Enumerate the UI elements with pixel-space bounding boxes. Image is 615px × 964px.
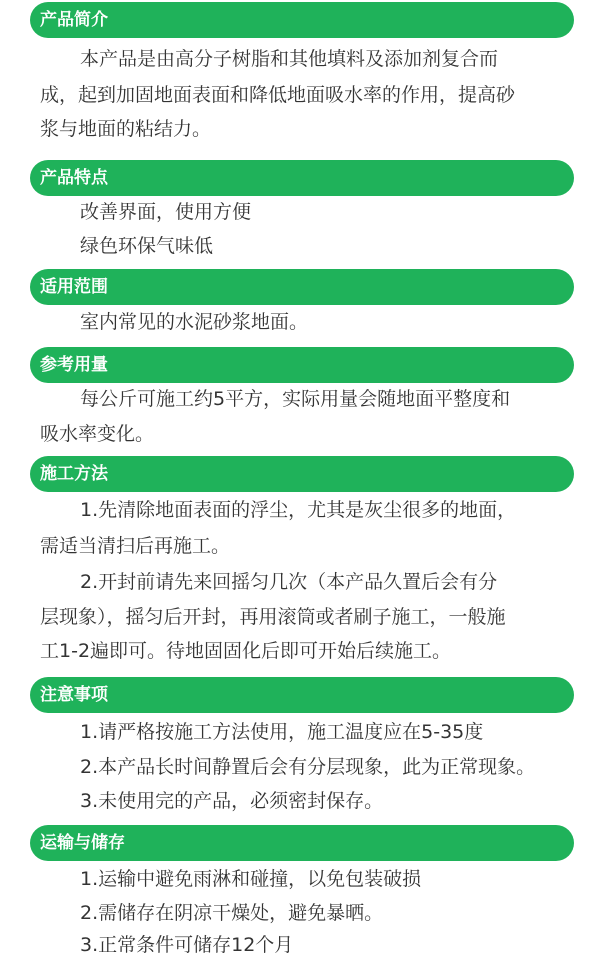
section-title-notes: 注意事项 [40, 685, 108, 705]
section-header-features [30, 160, 574, 196]
section-title-dosage: 参考用量 [40, 355, 108, 375]
section-title-intro: 产品简介 [40, 10, 108, 30]
intro-line: 成，起到加固地面表面和降低地面吸水率的作用，提高砂 [40, 84, 516, 106]
storage-line: 2.需储存在阴凉干燥处，避免暴晒。 [80, 902, 384, 924]
method-line: 工1-2遍即可。待地固固化后即可开始后续施工。 [40, 640, 452, 662]
feature-line: 改善界面，使用方便 [80, 201, 252, 223]
intro-line: 本产品是由高分子树脂和其他填料及添加剂复合而 [80, 48, 499, 70]
method-line: 2.开封前请先来回摇匀几次（本产品久置后会有分 [80, 571, 498, 593]
feature-line: 绿色环保气味低 [80, 235, 214, 257]
section-title-scope: 适用范围 [40, 277, 108, 297]
storage-line: 3.正常条件可储存12个月 [80, 934, 294, 956]
section-title-features: 产品特点 [40, 168, 108, 188]
section-title-method: 施工方法 [40, 464, 108, 484]
section-header-storage [30, 825, 574, 861]
section-title-storage: 运输与储存 [40, 833, 125, 853]
section-header-dosage [30, 347, 574, 383]
notes-line: 2.本产品长时间静置后会有分层现象，此为正常现象。 [80, 756, 536, 778]
intro-line: 浆与地面的粘结力。 [40, 118, 212, 140]
method-line: 层现象），摇匀后开封，再用滚筒或者刷子施工，一般施 [40, 606, 506, 628]
section-header-scope [30, 269, 574, 305]
dosage-line: 每公斤可施工约5平方，实际用量会随地面平整度和 [80, 388, 511, 410]
dosage-line: 吸水率变化。 [40, 423, 155, 445]
method-line: 需适当清扫后再施工。 [40, 535, 231, 557]
section-header-method [30, 456, 574, 492]
section-header-notes [30, 677, 574, 713]
method-line: 1.先清除地面表面的浮尘，尤其是灰尘很多的地面， [80, 499, 517, 521]
storage-line: 1.运输中避免雨淋和碰撞，以免包装破损 [80, 868, 422, 890]
section-header-intro [30, 2, 574, 38]
scope-line: 室内常见的水泥砂浆地面。 [80, 311, 309, 333]
notes-line: 3.未使用完的产品，必须密封保存。 [80, 790, 384, 812]
notes-line: 1.请严格按施工方法使用，施工温度应在5-35度 [80, 721, 484, 743]
